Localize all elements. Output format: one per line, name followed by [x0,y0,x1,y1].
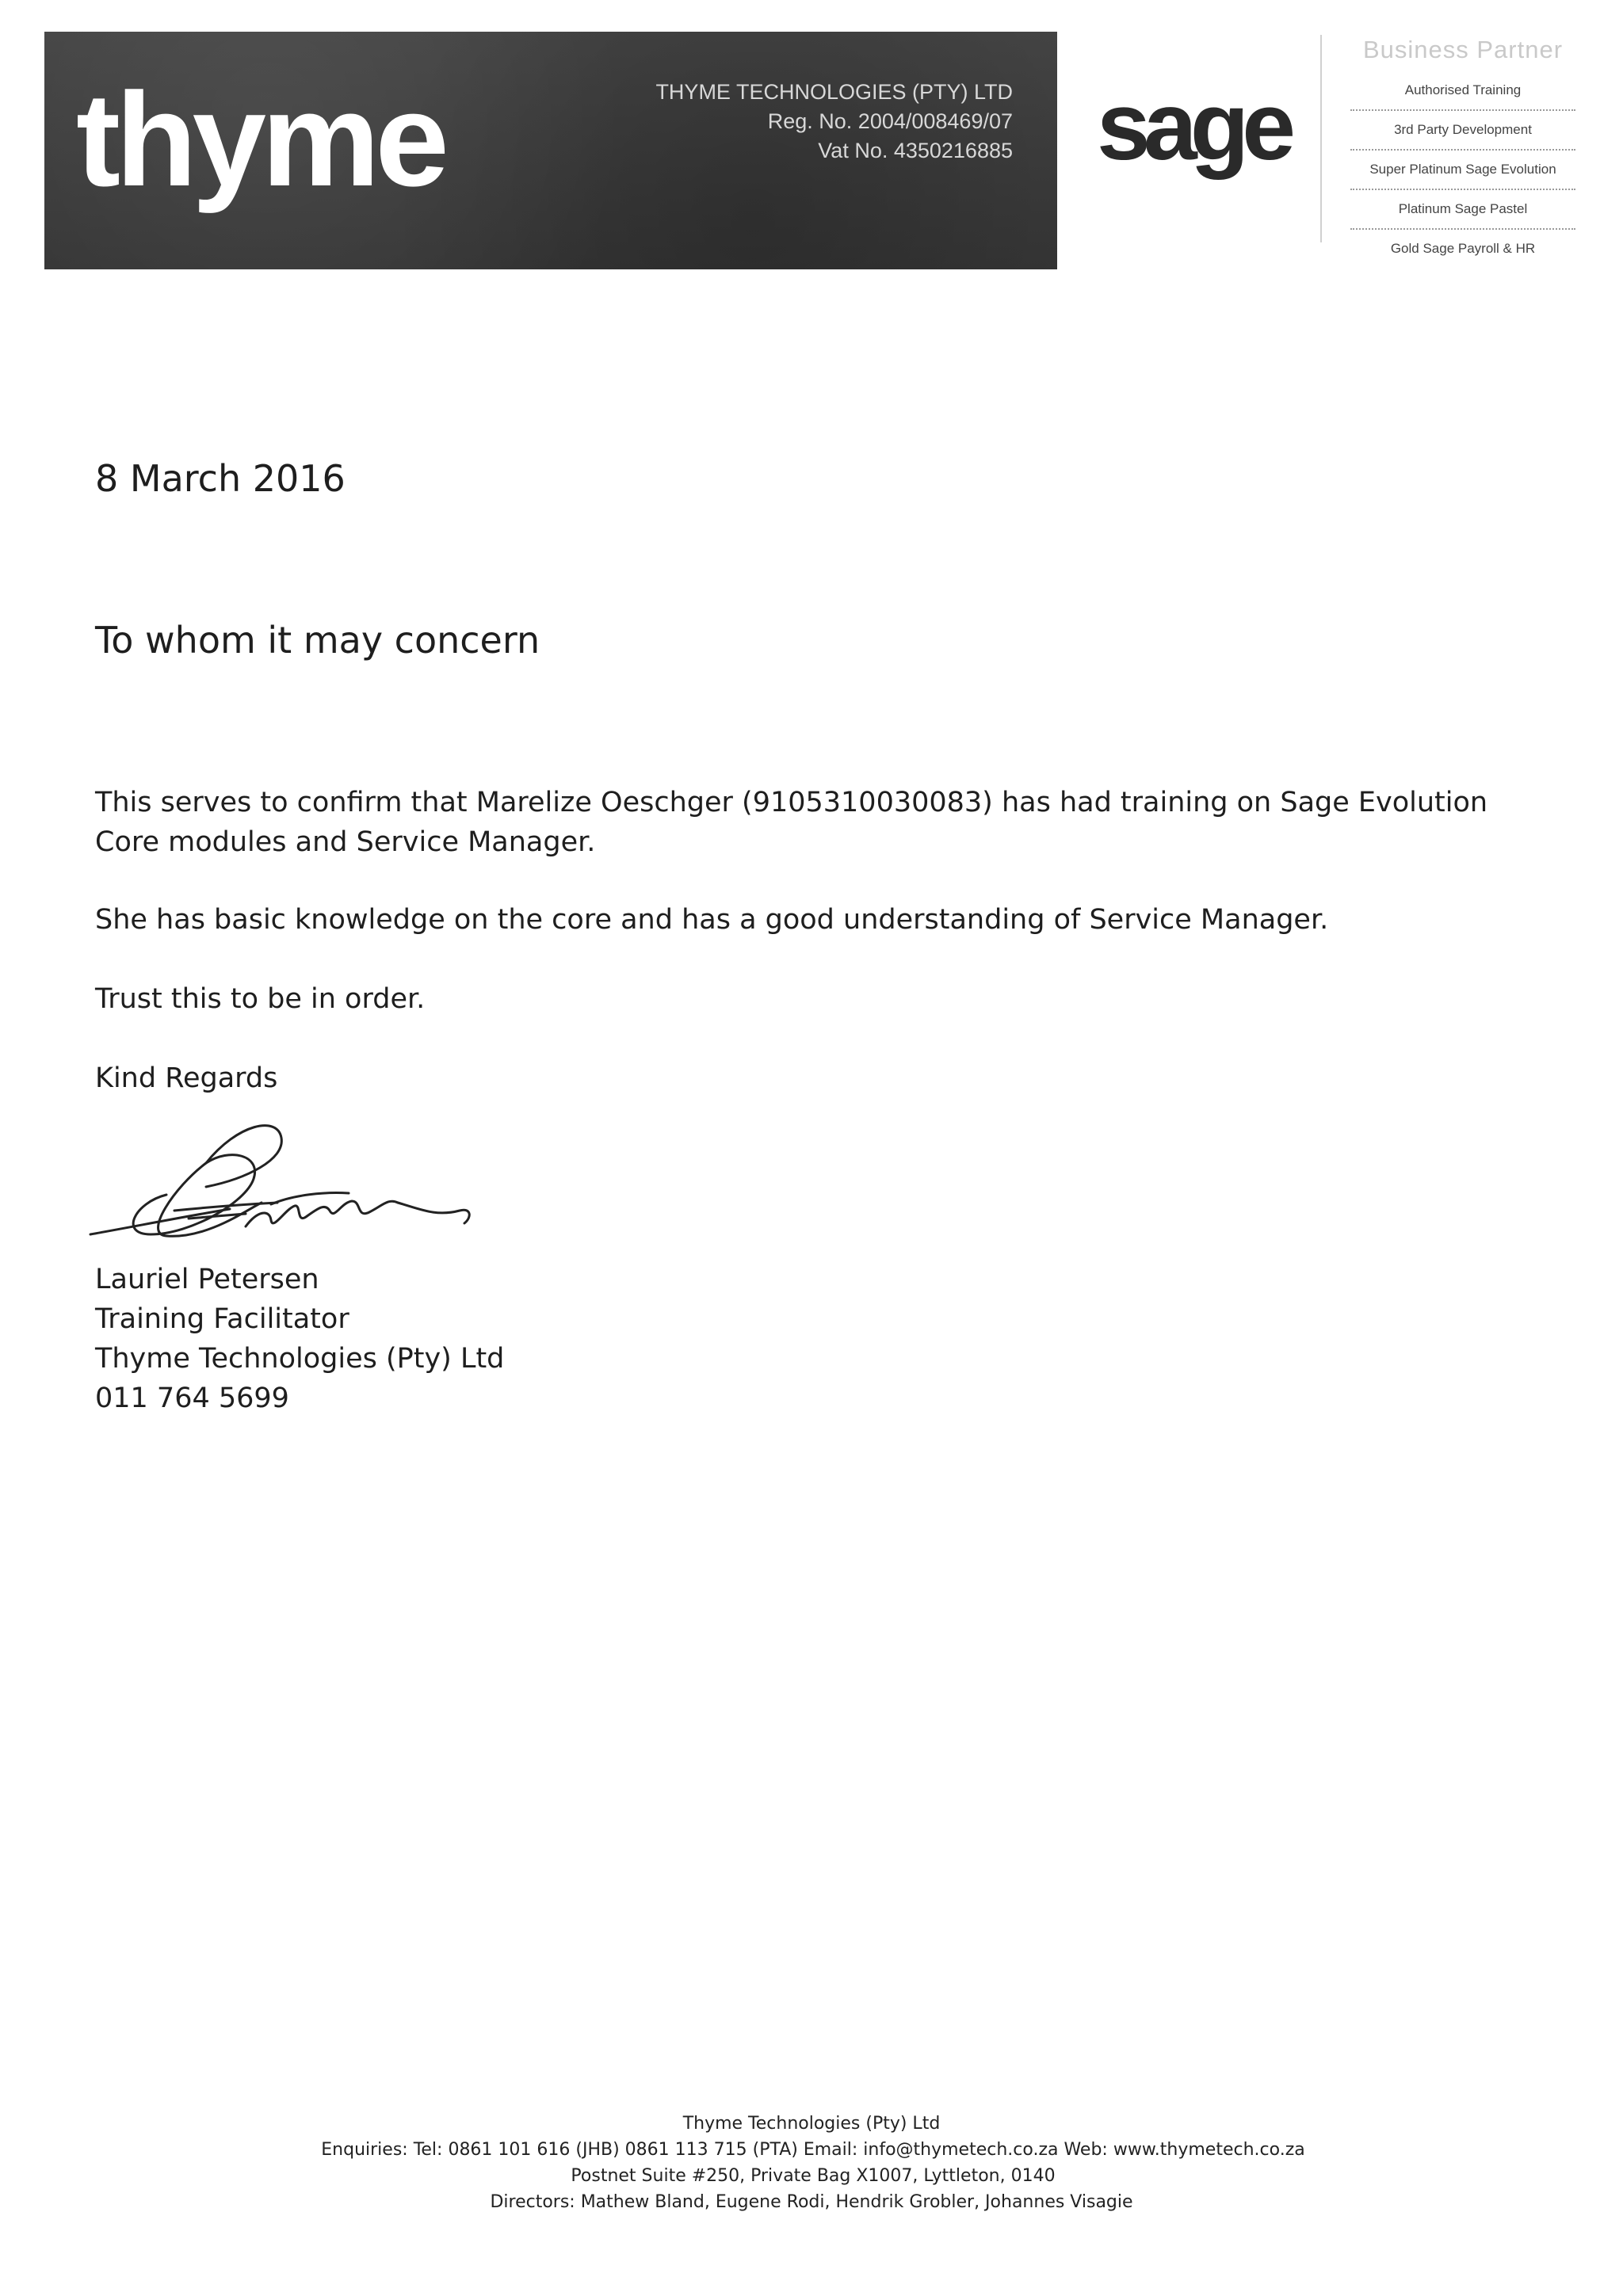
letterhead-banner [44,32,1057,269]
signatory-phone: 011 764 5699 [95,1383,289,1414]
registration-number: Reg. No. 2004/008469/07 [767,109,1013,133]
signatory-block [95,1260,504,1418]
letter-paragraph: She has basic knowledge on the core and has a good understanding of Service Manager. [95,904,1329,936]
letter-paragraph: Trust this to be in order. [95,983,426,1015]
vat-number: Vat No. 4350216885 [818,139,1013,162]
footer-directors: Directors: Mathew Bland, Eugene Rodi, Hendrik Grobler, Johannes Visagie [490,2192,1133,2212]
thyme-logo: thyme [76,65,445,214]
partner-item: Authorised Training [1350,71,1575,111]
partner-item: Gold Sage Payroll & HR [1390,241,1536,256]
signatory-company: Thyme Technologies (Pty) Ltd [95,1343,505,1375]
partner-item: 3rd Party Development [1350,111,1575,151]
partner-item: Platinum Sage Pastel [1350,190,1575,230]
letter-paragraph: This serves to confirm that Marelize Oeschger (9105310030083) has had training on Sage Evolution Core modules and Service Manager. [95,787,1488,858]
closing-phrase: Kind Regards [95,1062,278,1094]
partner-title: Business Partner [1362,36,1564,63]
letter-date: 8 March 2016 [95,457,346,500]
signatory-title: Training Facilitator [95,1303,349,1335]
company-name: THYME TECHNOLOGIES (PTY) LTD [655,80,1013,104]
letter-footer [0,2111,1623,2215]
partner-item: Super Platinum Sage Evolution [1350,151,1575,190]
footer-enquiries: Enquiries: Tel: 0861 101 616 (JHB) 0861 113 715 (PTA) Email: info@thymetech.co.za Web: www.thymetech.co.za [321,2140,1305,2160]
handwritten-signature [87,1116,475,1250]
company-registration-block [655,78,1013,166]
sage-logo: sage [1097,72,1289,180]
business-partner-panel [1350,32,1575,268]
partner-divider [1320,35,1322,242]
signatory-name: Lauriel Petersen [95,1264,319,1295]
footer-company: Thyme Technologies (Pty) Ltd [682,2114,941,2134]
footer-postal-address: Postnet Suite #250, Private Bag X1007, Lyttleton, 0140 [571,2166,1056,2186]
letter-salutation: To whom it may concern [95,619,540,662]
